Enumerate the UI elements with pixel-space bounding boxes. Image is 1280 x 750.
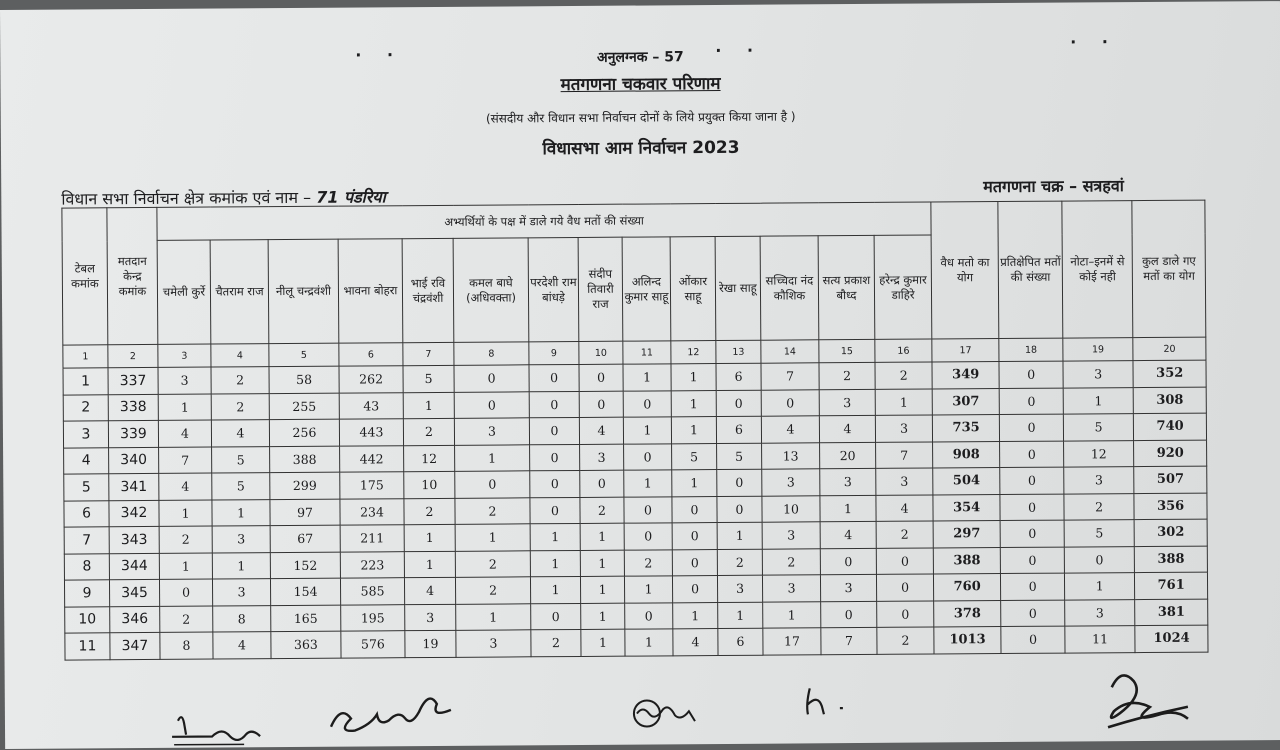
table-cell: 1 — [717, 522, 762, 549]
table-cell: 344 — [109, 553, 159, 580]
table-cell: 5 — [1064, 520, 1134, 547]
table-cell: 4 — [673, 629, 718, 656]
table-cell: 0 — [1001, 626, 1065, 653]
table-cell: 262 — [339, 366, 403, 393]
table-cell: 0 — [999, 414, 1063, 441]
table-cell: 211 — [340, 525, 404, 552]
table-cell: 0 — [717, 496, 762, 523]
table-cell: 378 — [934, 600, 1001, 627]
table-cell: 3 — [1063, 361, 1133, 388]
table-cell: 5 — [64, 474, 109, 501]
table-cell: 3 — [212, 526, 270, 553]
column-number: 18 — [999, 338, 1063, 361]
table-cell: 4 — [158, 420, 211, 447]
table-cell: 2 — [762, 548, 820, 575]
table-cell: 2 — [455, 577, 530, 604]
table-cell: 0 — [1064, 546, 1134, 573]
annex-label: अनुलग्नक – 57 — [596, 49, 684, 66]
table-cell: 13 — [762, 442, 820, 469]
table-cell: 3 — [820, 574, 876, 601]
table-cell: 1 — [581, 629, 625, 656]
table-cell: 1 — [672, 470, 717, 497]
table-cell: 195 — [341, 604, 405, 631]
table-cell: 2 — [160, 606, 213, 633]
table-cell: 3 — [456, 630, 531, 657]
table-cell: 152 — [270, 552, 340, 579]
table-cell: 9 — [64, 580, 109, 607]
signature-1 — [170, 708, 300, 749]
table-cell: 1 — [159, 553, 212, 580]
table-cell: 0 — [999, 388, 1063, 415]
table-cell: 0 — [717, 469, 762, 496]
counting-round: मतगणना चक्र – सत्रहवां — [983, 176, 1124, 197]
table-cell: 5 — [212, 446, 270, 473]
document-title: मतगणना चकवार परिणाम — [560, 73, 721, 96]
table-cell: 0 — [1001, 600, 1065, 627]
column-number: 14 — [761, 340, 819, 363]
table-cell: 0 — [716, 390, 761, 417]
table-cell: 3 — [454, 418, 529, 445]
table-cell: 920 — [1134, 440, 1207, 467]
table-cell: 6 — [64, 500, 109, 527]
table-cell: 1 — [212, 499, 270, 526]
candidate-header: परदेशी राम बांधड़े — [528, 237, 579, 341]
table-cell: 7 — [159, 447, 212, 474]
table-cell: 1 — [455, 444, 530, 471]
table-cell: 0 — [159, 579, 212, 606]
document-page — [0, 1, 1280, 749]
table-cell: 67 — [270, 525, 340, 552]
candidate-header: भाई रवि चंद्रवंशी — [402, 238, 454, 342]
table-cell: 20 — [820, 442, 876, 469]
table-cell: 3 — [820, 468, 876, 495]
column-number: 1 — [63, 345, 108, 368]
table-cell: 58 — [269, 366, 339, 393]
table-cell: 585 — [340, 578, 404, 605]
column-number: 9 — [529, 341, 579, 364]
signature-4 — [800, 684, 870, 724]
candidate-header: सत्य प्रकाश बौध्द — [818, 235, 875, 339]
table-cell: 8 — [64, 553, 109, 580]
table-cell: 10 — [762, 495, 820, 522]
table-cell: 8 — [213, 605, 271, 632]
table-cell: 346 — [110, 606, 160, 633]
table-cell: 1 — [623, 417, 671, 444]
table-cell: 1 — [63, 368, 108, 395]
table-cell: 1 — [671, 364, 716, 391]
table-cell: 1 — [673, 602, 718, 629]
table-cell: 576 — [341, 631, 405, 658]
table-cell: 297 — [933, 521, 1000, 548]
column-number: 16 — [875, 339, 932, 362]
table-cell: 0 — [1001, 573, 1065, 600]
table-cell: 2 — [531, 629, 581, 656]
table-cell: 0 — [1000, 520, 1064, 547]
column-number: 8 — [454, 342, 529, 366]
table-cell: 0 — [580, 470, 624, 497]
table-cell: 234 — [340, 498, 404, 525]
table-cell: 11 — [65, 633, 110, 660]
table-cell: 1013 — [934, 627, 1001, 654]
table-cell: 388 — [1134, 546, 1207, 573]
table-cell: 1 — [530, 523, 580, 550]
table-cell: 504 — [933, 468, 1000, 495]
table-cell: 302 — [1134, 519, 1207, 546]
table-cell: 97 — [270, 499, 340, 526]
column-number: 2 — [108, 344, 158, 367]
table-cell: 761 — [1135, 572, 1208, 599]
table-cell: 363 — [271, 631, 341, 658]
table-cell: 0 — [672, 523, 717, 550]
table-cell: 3 — [819, 389, 875, 416]
table-cell: 1 — [158, 394, 211, 421]
table-cell: 3 — [762, 469, 820, 496]
table-cell: 2 — [876, 521, 933, 548]
table-cell: 4 — [211, 420, 269, 447]
table-cell: 223 — [340, 551, 404, 578]
col-header: वैध मतो का योग — [931, 202, 999, 339]
table-cell: 1 — [763, 601, 821, 628]
column-number: 10 — [579, 341, 623, 364]
table-cell: 1024 — [1135, 625, 1208, 652]
table-cell: 11 — [1065, 626, 1135, 653]
table-cell: 3 — [580, 444, 624, 471]
table-cell: 1 — [718, 602, 763, 629]
table-cell: 0 — [624, 443, 672, 470]
table-cell: 2 — [404, 498, 455, 525]
table-cell: 339 — [108, 420, 158, 447]
table-cell: 0 — [579, 364, 623, 391]
table-cell: 2 — [63, 394, 108, 421]
table-cell: 2 — [875, 362, 932, 389]
table-cell: 349 — [932, 362, 999, 389]
table-cell: 2 — [877, 627, 934, 654]
table-cell: 17 — [763, 628, 821, 655]
table-cell: 0 — [531, 603, 581, 630]
column-number: 15 — [819, 339, 875, 362]
table-cell: 1 — [624, 470, 672, 497]
table-cell: 0 — [999, 361, 1063, 388]
col-header: कुल डाले गए मतों का योग — [1132, 200, 1206, 338]
table-cell: 2 — [403, 418, 454, 445]
table-cell: 1 — [212, 552, 270, 579]
table-cell: 340 — [109, 447, 159, 474]
table-cell: 347 — [110, 632, 160, 659]
table-cell: 0 — [579, 391, 623, 418]
candidate-header: ओंकार साहू — [670, 237, 716, 341]
table-cell: 0 — [623, 390, 671, 417]
table-cell: 1 — [580, 550, 624, 577]
ink-dots: · · — [715, 40, 764, 61]
table-cell: 1 — [403, 392, 454, 419]
table-cell: 1 — [625, 629, 673, 656]
table-cell: 2 — [819, 362, 875, 389]
table-cell: 6 — [716, 363, 761, 390]
candidate-header: नीलू चन्द्रवंशी — [268, 239, 339, 343]
table-cell: 0 — [672, 496, 717, 523]
table-cell: 7 — [821, 627, 877, 654]
table-cell: 740 — [1133, 413, 1206, 440]
table-cell: 0 — [1000, 494, 1064, 521]
document-subtitle: (संसदीय और विधान सभा निर्वाचन दोनों के लिये प्रयुक्त किया जाना है ) — [485, 109, 796, 126]
table-cell: 6 — [718, 628, 763, 655]
table-cell: 4 — [876, 494, 933, 521]
candidate-header: सच्चिदा नंद कौशिक — [760, 236, 819, 340]
candidate-header: चैतराम राज — [210, 240, 269, 344]
table-cell: 1 — [624, 576, 672, 603]
col-header: नोटा–इनमें से कोई नही — [1062, 201, 1133, 338]
candidate-header: चमेली कुर्रे — [157, 240, 211, 344]
table-cell: 255 — [269, 393, 339, 420]
table-cell: 3 — [875, 415, 932, 442]
table-cell: 0 — [529, 391, 579, 418]
table-cell: 0 — [454, 391, 529, 418]
table-cell: 0 — [625, 602, 673, 629]
table-cell: 1 — [581, 603, 625, 630]
table-cell: 4 — [819, 415, 875, 442]
table-cell: 4 — [579, 417, 623, 444]
table-cell: 1 — [1065, 573, 1135, 600]
table-cell: 2 — [717, 549, 762, 576]
table-cell: 307 — [932, 388, 999, 415]
table-cell: 0 — [530, 470, 580, 497]
table-cell: 381 — [1135, 599, 1208, 626]
table-cell: 1 — [530, 576, 580, 603]
table-cell: 1 — [530, 550, 580, 577]
table-cell: 507 — [1134, 466, 1207, 493]
table-cell: 6 — [716, 416, 761, 443]
table-cell: 0 — [1000, 547, 1064, 574]
table-cell: 5 — [672, 443, 717, 470]
table-cell: 388 — [933, 547, 1000, 574]
table-cell: 3 — [762, 575, 820, 602]
table-cell: 165 — [271, 605, 341, 632]
table-cell: 43 — [339, 392, 403, 419]
table-cell: 8 — [160, 632, 213, 659]
table-cell: 7 — [761, 363, 819, 390]
candidate-header: भावना बोहरा — [338, 239, 403, 343]
table-cell: 1 — [623, 364, 671, 391]
column-number: 5 — [269, 343, 339, 366]
table-cell: 0 — [455, 471, 530, 498]
table-cell: 354 — [933, 494, 1000, 521]
table-cell: 0 — [1000, 467, 1064, 494]
ink-dots: · · — [1070, 32, 1119, 52]
table-cell: 4 — [761, 416, 819, 443]
table-cell: 5 — [212, 473, 270, 500]
column-number: 13 — [716, 340, 761, 363]
table-cell: 2 — [159, 526, 212, 553]
signature-2 — [325, 692, 455, 738]
table-cell: 3 — [405, 604, 456, 631]
table-cell: 356 — [1134, 493, 1207, 520]
table-cell: 338 — [108, 394, 158, 421]
candidates-group-header: अभ्यर्थियों के पक्ष में डाले गये वैध मतों की संख्या — [157, 202, 931, 240]
table-cell: 3 — [717, 575, 762, 602]
table-cell: 4 — [820, 521, 876, 548]
col-header: टेबल कमांक — [62, 208, 108, 345]
constituency-label: विधान सभा निर्वाचन क्षेत्र कमांक एवं नाम – — [61, 187, 312, 209]
table-cell: 2 — [1064, 493, 1134, 520]
table-cell: 10 — [65, 606, 110, 633]
table-cell: 0 — [1000, 441, 1064, 468]
signature-5 — [1090, 667, 1201, 743]
ink-dots: · · — [355, 45, 404, 65]
candidate-header: अलिन्द कुमार साहू — [622, 237, 671, 341]
table-cell: 3 — [876, 468, 933, 495]
column-number: 19 — [1063, 338, 1133, 361]
table-cell: 1 — [580, 523, 624, 550]
table-cell: 337 — [108, 367, 158, 394]
table-cell: 1 — [875, 389, 932, 416]
table-cell: 299 — [270, 472, 340, 499]
table-cell: 175 — [340, 472, 404, 499]
table-cell: 4 — [213, 632, 271, 659]
table-cell: 4 — [404, 577, 455, 604]
table-cell: 342 — [109, 500, 159, 527]
table-cell: 0 — [530, 497, 580, 524]
table-cell: 2 — [455, 497, 530, 524]
column-number: 3 — [158, 344, 211, 367]
table-cell: 0 — [624, 496, 672, 523]
table-cell: 0 — [672, 549, 717, 576]
table-cell: 10 — [404, 471, 455, 498]
table-cell: 1 — [671, 390, 716, 417]
table-cell: 345 — [109, 579, 159, 606]
table-cell: 0 — [876, 574, 933, 601]
table-cell: 735 — [932, 415, 999, 442]
table-cell: 3 — [1064, 467, 1134, 494]
table-cell: 341 — [109, 473, 159, 500]
table-cell: 1 — [456, 603, 531, 630]
table-cell: 0 — [454, 365, 529, 392]
table-cell: 3 — [762, 522, 820, 549]
table-cell: 442 — [340, 445, 404, 472]
table-cell: 0 — [820, 548, 876, 575]
table-cell: 2 — [211, 367, 269, 394]
column-number: 20 — [1133, 337, 1206, 361]
table-cell: 2 — [580, 497, 624, 524]
table-cell: 908 — [933, 441, 1000, 468]
table-cell: 0 — [876, 547, 933, 574]
election-name: विधासभा आम निर्वाचन 2023 — [542, 137, 740, 160]
table-cell: 760 — [934, 574, 1001, 601]
table-cell: 5 — [403, 365, 454, 392]
table-cell: 2 — [211, 393, 269, 420]
table-cell: 256 — [269, 419, 339, 446]
table-cell: 1 — [820, 495, 876, 522]
table-cell: 388 — [270, 446, 340, 473]
table-cell: 19 — [405, 630, 456, 657]
table-cell: 1 — [1063, 387, 1133, 414]
table-cell: 352 — [1133, 360, 1206, 387]
results-table — [61, 200, 1208, 660]
table-cell: 0 — [672, 576, 717, 603]
table-cell: 3 — [1065, 599, 1135, 626]
table-cell: 154 — [270, 578, 340, 605]
table-cell: 1 — [404, 551, 455, 578]
table-cell: 1 — [671, 417, 716, 444]
column-number: 7 — [403, 342, 454, 365]
col-header: मतदान केन्द्र कमांक — [107, 207, 158, 344]
column-number: 12 — [671, 341, 716, 364]
table-cell: 1 — [159, 500, 212, 527]
table-cell: 2 — [624, 549, 672, 576]
table-cell: 0 — [624, 523, 672, 550]
signature-3 — [625, 695, 715, 736]
col-header: प्रतिक्षेपित मतों की संख्या — [998, 201, 1063, 338]
table-cell: 3 — [158, 367, 211, 394]
table-cell: 4 — [159, 473, 212, 500]
table-cell: 3 — [212, 579, 270, 606]
table-cell: 1 — [455, 524, 530, 551]
candidate-header: संदीप तिवारी राज — [578, 237, 623, 341]
table-cell: 4 — [64, 447, 109, 474]
table-cell: 2 — [455, 550, 530, 577]
candidate-header: रेखा साहू — [715, 236, 761, 340]
table-cell: 0 — [529, 417, 579, 444]
table-cell: 0 — [761, 389, 819, 416]
table-cell: 7 — [876, 441, 933, 468]
table-cell: 7 — [64, 527, 109, 554]
table-cell: 0 — [530, 444, 580, 471]
table-cell: 308 — [1133, 387, 1206, 414]
table-cell: 0 — [529, 364, 579, 391]
table-cell: 3 — [63, 421, 108, 448]
table-cell: 12 — [404, 445, 455, 472]
table-cell: 5 — [717, 443, 762, 470]
constituency-name: 71 पंडरिया — [316, 187, 386, 207]
table-cell: 343 — [109, 526, 159, 553]
header-row — [62, 200, 1205, 241]
candidate-header: हरेन्द्र कुमार डाहिरे — [874, 235, 932, 339]
table-cell: 0 — [821, 601, 877, 628]
candidate-header: कमल बाघे (अधिवक्ता) — [453, 238, 529, 343]
table-cell: 1 — [404, 524, 455, 551]
table-cell: 0 — [877, 600, 934, 627]
table-cell: 12 — [1064, 440, 1134, 467]
column-number: 17 — [932, 339, 999, 362]
column-number: 11 — [623, 341, 671, 364]
table-cell: 1 — [580, 576, 624, 603]
column-number: 6 — [339, 343, 403, 366]
table-cell: 5 — [1063, 414, 1133, 441]
table-cell: 443 — [339, 419, 403, 446]
column-number: 4 — [211, 344, 269, 367]
